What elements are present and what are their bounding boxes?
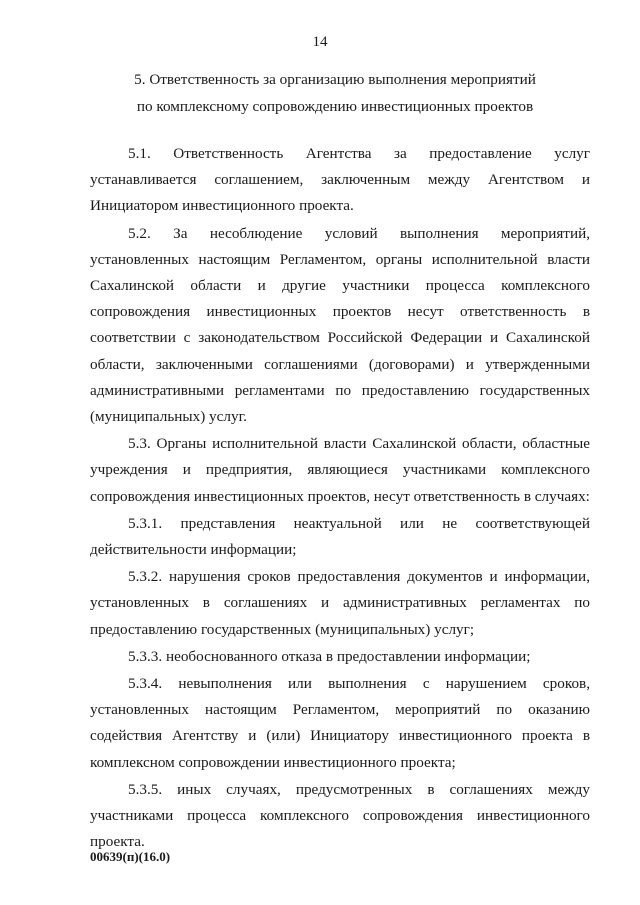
paragraph-5-2: 5.2. За несоблюдение условий выполнения мероприятий, установленных настоящим Регламентом, органы исполнительной власти Сахалинской области и другие участники процесса комплексного сопровождения инвестиционных проектов несут ответственность в соответствии с законодательством Российской Федерации и Сахалинской области, заключенными соглашениями (договорами) и утвержденными административными регламентами по предоставлению государственных (муниципальных) услуг.: [90, 224, 590, 426]
paragraph-5-1: 5.1. Ответственность Агентства за предоставление услуг устанавливается соглашением, заключенным между Агентством и Инициатором инвестиционного проекта.: [90, 145, 590, 215]
page-number: 14: [312, 34, 328, 50]
section-heading: [90, 66, 580, 120]
paragraph-5-3: 5.3. Органы исполнительной власти Сахалинской области, областные учреждения и предприятия, являющиеся участниками комплексного сопровождения инвестиционных проектов, несут ответственность в случаях:: [90, 435, 590, 505]
paragraph-5-3-1: 5.3.1. представления неактуальной или не соответствующей действительности информации;: [90, 514, 590, 559]
paragraph-5-3-4: 5.3.4. невыполнения или выполнения с нарушением сроков, установленных настоящим Регламентом, мероприятий по оказанию содействия Агентству и (или) Инициатору инвестиционного проекта в комплексном сопровождении инвестиционного проекта;: [90, 675, 590, 771]
paragraph-5-3-3: 5.3.3. необоснованного отказа в предоставлении информации;: [128, 647, 531, 665]
section-heading-line-2: по комплексному сопровождению инвестиционных проектов: [136, 98, 534, 115]
document-code: 00639(п)(16.0): [90, 849, 171, 864]
section-body: [90, 141, 590, 855]
paragraph-5-3-2: 5.3.2. нарушения сроков предоставления документов и информации, установленных в соглашениях и административных регламентах по предоставлению государственных (муниципальных) услуг;: [90, 568, 590, 638]
section-heading-line-1: 5. Ответственность за организацию выполнения мероприятий: [134, 71, 536, 88]
paragraph-5-3-5: 5.3.5. иных случаях, предусмотренных в соглашениях между участниками процесса комплексного сопровождения инвестиционного проекта.: [90, 780, 590, 851]
